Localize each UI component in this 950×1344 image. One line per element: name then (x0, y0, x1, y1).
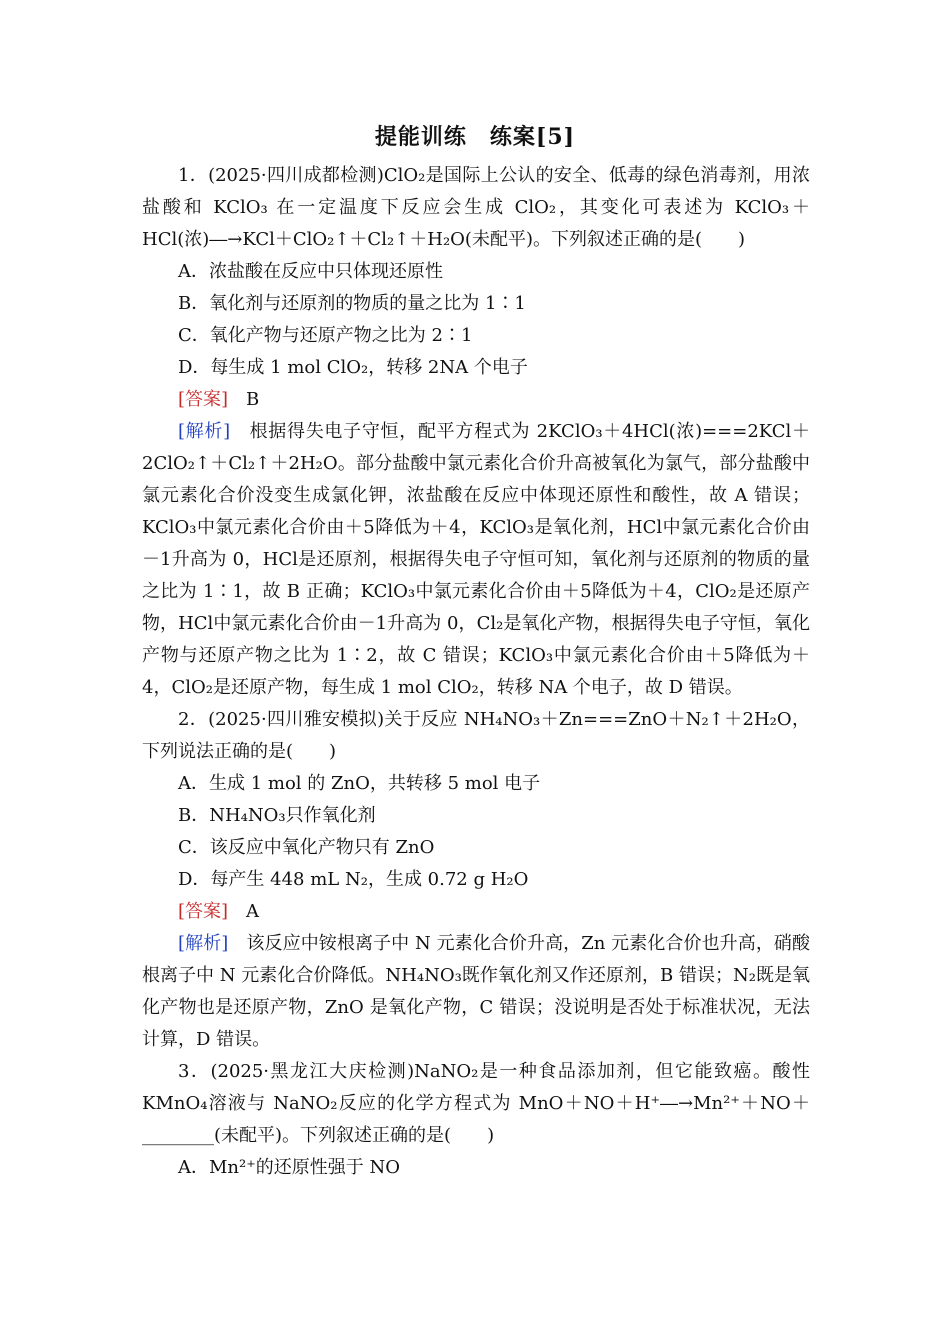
question-2-answer (142, 896, 810, 928)
document-body (142, 160, 810, 1184)
page-title: 提能训练 练案[5] (374, 124, 576, 150)
question-3-stem: 3．(2025·黑龙江大庆检测)NaNO₂是一种食品添加剂，但它能致癌。酸性KMnO₄溶液与 NaNO₂反应的化学方程式为 MnO＋NO＋H⁺―→Mn²⁺＋NO＋________(未配平)。下列叙述正确的是( ) (142, 1061, 810, 1146)
answer-value: B (246, 389, 260, 410)
question-1-option-a: A．浓盐酸在反应中只体现还原性 (178, 261, 443, 282)
question-1-analysis (142, 416, 810, 704)
question-1-stem: 1．(2025·四川成都检测)ClO₂是国际上公认的安全、低毒的绿色消毒剂，用浓盐酸和 KClO₃ 在一定温度下反应会生成 ClO₂，其变化可表述为 KClO₃＋HCl(浓)―→KCl＋ClO₂↑＋Cl₂↑＋H₂O(未配平)。下列叙述正确的是( ) (142, 165, 810, 250)
answer-value: A (246, 901, 260, 922)
analysis-text: 根据得失电子守恒，配平方程式为 2KClO₃＋4HCl(浓)===2KCl＋2ClO₂↑＋Cl₂↑＋2H₂O。部分盐酸中氯元素化合价升高被氧化为氯气，部分盐酸中氯元素化合价没变生成氯化钾，浓盐酸在反应中体现还原性和酸性，故 A 错误；KClO₃中氯元素化合价由＋5降低为＋4，KClO₃是氧化剂，HCl中氯元素化合价由－1升高为 0，HCl是还原剂，根据得失电子守恒可知，氧化剂与还原剂的物质的量之比为 1∶1，故 B 正确；KClO₃中氯元素化合价由＋5降低为＋4，ClO₂是还原产物，HCl中氯元素化合价由－1升高为 0，Cl₂是氧化产物，根据得失电子守恒，氧化产物与还原产物之比为 1∶2，故 C 错误；KClO₃中氯元素化合价由＋5降低为＋4，ClO₂是还原产物，每生成 1 mol ClO₂，转移 NA 个电子，故 D 错误。 (142, 421, 811, 698)
question-1-option-b: B．氧化剂与还原剂的物质的量之比为 1∶1 (178, 293, 526, 314)
analysis-label: [解析] (178, 933, 229, 954)
analysis-label: [解析] (178, 421, 231, 442)
question-1-answer (142, 384, 810, 416)
question-3-option-a: A．Mn²⁺的还原性强于 NO (178, 1157, 400, 1178)
question-2-analysis (142, 928, 810, 1056)
answer-label: [答案] (178, 389, 229, 410)
question-2-option-c: C．该反应中氧化产物只有 ZnO (178, 837, 435, 858)
question-2-option-d: D．每产生 448 mL N₂，生成 0.72 g H₂O (178, 869, 529, 890)
question-2-option-a: A．生成 1 mol 的 ZnO，共转移 5 mol 电子 (178, 773, 541, 794)
question-2-stem: 2．(2025·四川雅安模拟)关于反应 NH₄NO₃＋Zn===ZnO＋N₂↑＋2H₂O，下列说法正确的是( ) (142, 709, 810, 762)
question-2-option-b: B．NH₄NO₃只作氧化剂 (178, 805, 376, 826)
answer-label: [答案] (178, 901, 229, 922)
question-1-option-c: C．氧化产物与还原产物之比为 2∶1 (178, 325, 473, 346)
analysis-text: 该反应中铵根离子中 N 元素化合价升高，Zn 元素化合价也升高，硝酸根离子中 N 元素化合价降低。NH₄NO₃既作氧化剂又作还原剂，B 错误；N₂既是氧化产物也是还原产物，ZnO 是氧化产物，C 错误；没说明是否处于标准状况，无法计算，D 错误。 (142, 933, 810, 1050)
question-1-option-d: D．每生成 1 mol ClO₂，转移 2NA 个电子 (178, 357, 528, 378)
